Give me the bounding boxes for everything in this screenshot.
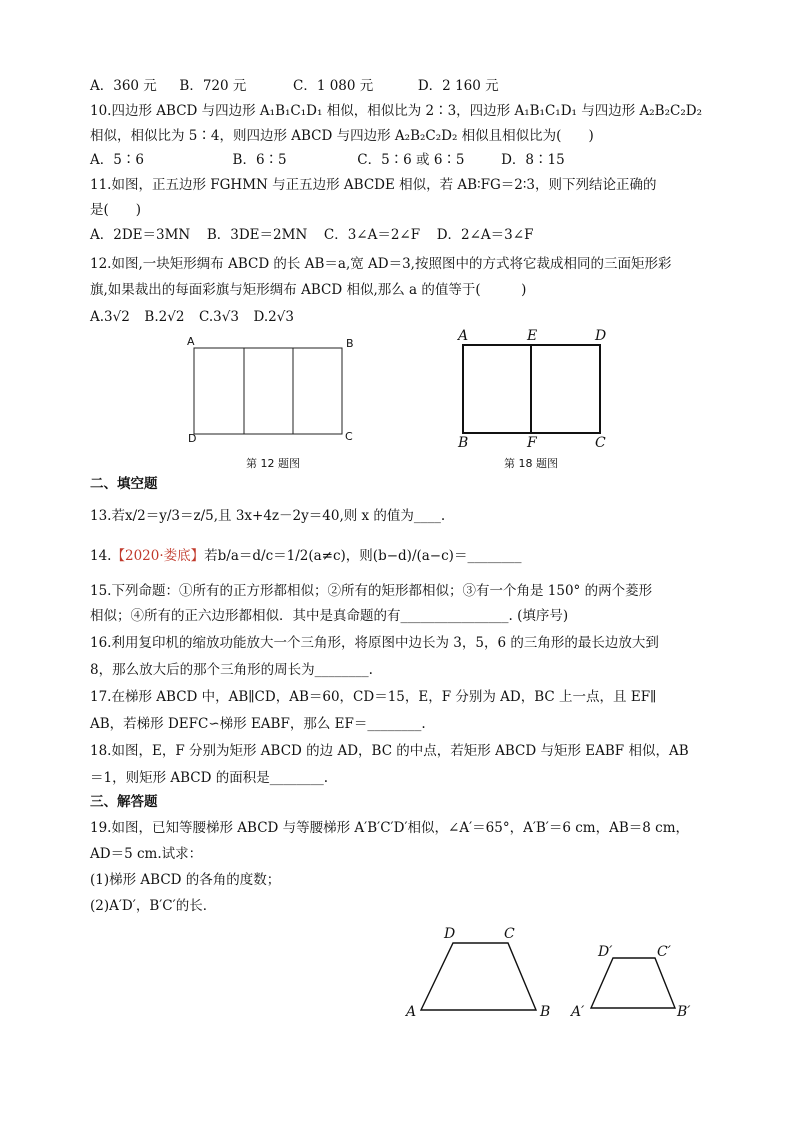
fig18-label-e: E (527, 328, 538, 344)
q9-option-c: C．1 080 元 (292, 78, 374, 94)
fig19-label-d2: D′ (598, 944, 613, 960)
q17-line2: AB，若梯形 DEFC∽梯形 EABF，那么 EF＝________. (90, 716, 426, 732)
q17-line1: 17.在梯形 ABCD 中，AB∥CD，AB＝60，CD＝15，E，F 分别为 AD，BC 上一点，且 EF∥ (90, 689, 657, 705)
fig19-label-a2: A′ (571, 1004, 585, 1020)
section-3-title: 三、解答题 (90, 794, 158, 810)
fig19-label-c2: C′ (657, 944, 671, 960)
q16-line2: 8，那么放大后的那个三角形的周长为________. (90, 662, 373, 678)
q12-line1: 12.如图,一块矩形绸布 ABCD 的长 AB＝a,宽 AD＝3,按照图中的方式将它裁成相同的三面矩形彩 (90, 256, 672, 272)
q9-option-a: A．360 元 (90, 78, 157, 94)
q19-part2: (2)A′D′，B′C′的长． (90, 898, 217, 914)
fig19-label-b2: B′ (677, 1004, 691, 1020)
fig12-label-d: D (188, 432, 197, 445)
q11-line2: 是( ) (90, 202, 142, 218)
q19-line2: AD＝5 cm.试求： (90, 846, 203, 862)
fig18-caption: 第 18 题图 (504, 457, 558, 470)
q15-line1: 15.下列命题：①所有的正方形都相似；②所有的矩形都相似；③有一个角是 150° 的两个菱形 (90, 583, 653, 599)
q11-option-d: D．2∠A＝3∠F (436, 227, 534, 243)
q14-source: 【2020·娄底】 (111, 548, 205, 564)
q19-part1: (1)梯形 ABCD 的各角的度数； (90, 872, 281, 888)
q19-line1: 19.如图，已知等腰梯形 ABCD 与等腰梯形 A′B′C′D′相似，∠A′＝65°，A′B′＝6 cm，AB＝8 cm， (90, 820, 690, 836)
q12-option-c: C.3√3 (199, 309, 239, 325)
q11-option-c: C．3∠A＝2∠F (323, 227, 421, 243)
fig12-label-a: A (187, 335, 195, 348)
q11-line1: 11.如图，正五边形 FGHMN 与正五边形 ABCDE 相似，若 AB∶FG＝2∶3，则下列结论正确的 (90, 177, 657, 193)
fig18-label-d: D (595, 328, 607, 344)
q12-option-b: B.2√2 (144, 309, 185, 325)
q18-line1: 18.如图，E，F 分别为矩形 ABCD 的边 AD，BC 的中点，若矩形 ABCD 与矩形 EABF 相似，AB (90, 743, 689, 759)
q11-option-b: B．3DE＝2MN (206, 227, 308, 243)
figure-12 (187, 335, 354, 445)
section-2-title: 二、填空题 (90, 476, 158, 492)
fig19-label-d: D (444, 926, 456, 942)
q11-option-a: A．2DE＝3MN (90, 227, 191, 243)
figure-19 (404, 926, 691, 1020)
q10-option-c: C．5∶6 或 6∶5 (357, 152, 465, 168)
fig19-label-c: C (504, 926, 515, 942)
fig19-trapezoid-large (421, 943, 536, 1010)
fig12-label-c: C (345, 430, 353, 443)
q10-line1: 10.四边形 ABCD 与四边形 A₁B₁C₁D₁ 相似，相似比为 2∶3，四边形 A₁B₁C₁D₁ 与四边形 A₂B₂C₂D₂ (90, 103, 702, 119)
q16-line1: 16.利用复印机的缩放功能放大一个三角形，将原图中边长为 3，5，6 的三角形的最长边放大到 (90, 635, 659, 651)
fig18-label-b: B (458, 435, 469, 451)
q13-line: 13.若x/2＝y/3＝z/5,且 3x+4z－2y＝40,则 x 的值为____. (90, 508, 446, 524)
q12-option-a: A.3√2 (90, 309, 130, 325)
q9-option-d: D．2 160 元 (417, 78, 499, 94)
q10-option-b: B．6∶5 (232, 152, 287, 168)
fig18-label-c: C (595, 435, 606, 451)
fig19-trapezoid-small (591, 958, 675, 1008)
q12-line2: 旗,如果裁出的每面彩旗与矩形绸布 ABCD 相似,那么 a 的值等于( ) (90, 282, 527, 298)
fig18-label-a: A (458, 328, 469, 344)
fig12-caption: 第 12 题图 (246, 457, 300, 470)
q10-option-a: A．5∶6 (90, 152, 144, 168)
fig18-label-f: F (527, 435, 537, 451)
fig19-label-b: B (540, 1004, 551, 1020)
q14-line: 14.【2020·娄底】若b/a＝d/c＝1/2(a≠c)，则(b−d)/(a−c)＝________ (90, 548, 522, 564)
figure-18 (456, 328, 606, 451)
q10-option-d: D．8∶15 (501, 152, 565, 168)
q10-line2: 相似，相似比为 5∶4，则四边形 ABCD 与四边形 A₂B₂C₂D₂ 相似且相似比为( ) (90, 128, 594, 144)
fig12-rect (194, 348, 342, 434)
q15-line2: 相似；④所有的正六边形都相似．其中是真命题的有________________. (填序号) (90, 608, 569, 624)
q18-line2: ＝1，则矩形 ABCD 的面积是________. (90, 770, 329, 786)
q9-option-b: B．720 元 (179, 78, 247, 94)
q12-option-d: D.2√3 (253, 309, 294, 325)
fig19-label-a: A (406, 1004, 417, 1020)
fig12-label-b: B (346, 337, 354, 350)
